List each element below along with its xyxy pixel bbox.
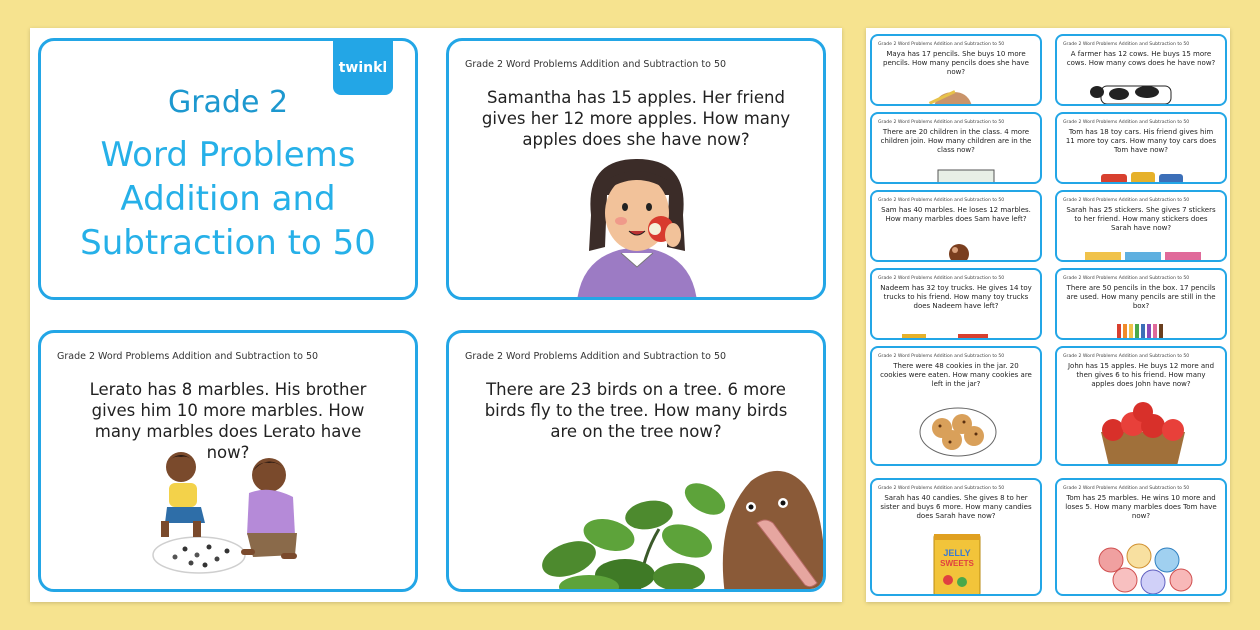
- preview-card: [870, 478, 1042, 596]
- preview-card: [870, 268, 1042, 340]
- card-header: Grade 2 Word Problems Addition and Subtraction to 50: [57, 351, 319, 362]
- preview-card: [1055, 190, 1227, 262]
- marble-icon: [944, 240, 974, 262]
- preview-card: [1055, 268, 1227, 340]
- cookies-plate-icon: [918, 402, 998, 458]
- card-header: Grade 2 Word Problems Addition and Subtraction to 50: [1063, 120, 1190, 125]
- word-problem-card: [446, 330, 826, 592]
- title-line: Subtraction to 50: [80, 223, 376, 263]
- card-header: Grade 2 Word Problems Addition and Subtraction to 50: [878, 354, 1005, 359]
- card-header: Grade 2 Word Problems Addition and Subtraction to 50: [878, 198, 1005, 203]
- colored-pencils-icon: [1113, 324, 1173, 340]
- jelly-sweets-icon: [932, 534, 982, 596]
- classroom-icon: [936, 168, 996, 184]
- card-header: Grade 2 Word Problems Addition and Subtraction to 50: [878, 42, 1005, 47]
- problem-text: There are 20 children in the class. 4 more children join. How many children are in the class now?: [880, 128, 1032, 154]
- children-playing-marbles-icon: [145, 445, 325, 585]
- problem-text: Maya has 17 pencils. She buys 10 more pencils. How many pencils does she have now?: [883, 50, 1029, 76]
- card-header: Grade 2 Word Problems Addition and Subtraction to 50: [1063, 198, 1190, 203]
- problem-text: Sarah has 25 stickers. She gives 7 stickers to her friend. How many stickers does Sarah have now?: [1066, 206, 1216, 232]
- stickers-icon: [1085, 250, 1201, 262]
- title-line: Word Problems: [100, 135, 356, 175]
- apple-basket-icon: [1095, 402, 1191, 466]
- marbles-icon: [1095, 536, 1195, 596]
- preview-card: [1055, 34, 1227, 106]
- card-header: Grade 2 Word Problems Addition and Subtraction to 50: [465, 351, 727, 362]
- toy-car-icon: [1097, 168, 1187, 184]
- problem-text: John has 15 apples. He buys 12 more and then gives 6 to his friend. How many apples does John have now?: [1067, 362, 1215, 388]
- preview-card: [870, 34, 1042, 106]
- preview-card: [870, 112, 1042, 184]
- problem-text: Lerato has 8 marbles. His brother gives him 10 more marbles. How many marbles does Lerato have now?: [89, 380, 367, 462]
- card-header: Grade 2 Word Problems Addition and Subtraction to 50: [1063, 486, 1190, 491]
- problem-text: Samantha has 15 apples. Her friend gives her 12 more apples. How many apples does she have now?: [481, 88, 791, 149]
- toy-truck-icon: [902, 332, 1012, 340]
- card-header: Grade 2 Word Problems Addition and Subtraction to 50: [1063, 354, 1190, 359]
- girl-eating-apple-icon: [567, 155, 707, 300]
- grade-heading: Grade 2: [167, 85, 289, 120]
- problem-text: Sarah has 40 candies. She gives 8 to her sister and buys 6 more. How many candies does Sarah have now?: [880, 494, 1032, 520]
- card-header: Grade 2 Word Problems Addition and Subtraction to 50: [878, 486, 1005, 491]
- title-card: [38, 38, 418, 300]
- problem-text: Tom has 25 marbles. He wins 10 more and loses 5. How many marbles does Tom have now?: [1065, 494, 1217, 520]
- problem-text: Nadeem has 32 toy trucks. He gives 14 toy trucks to his friend. How many toy trucks does Nadeem have left?: [880, 284, 1032, 310]
- sweets-label: SWEETS: [940, 559, 974, 568]
- preview-card: [1055, 346, 1227, 466]
- problem-text: There are 50 pencils in the box. 17 pencils are used. How many pencils are still in the box?: [1066, 284, 1216, 310]
- twinkl-logo: twinkl: [333, 41, 393, 95]
- pencil-hand-icon: [928, 86, 978, 106]
- problem-text: There are 23 birds on a tree. 6 more birds fly to the tree. How many birds are on the tree now?: [484, 380, 788, 441]
- word-problem-card: [38, 330, 418, 592]
- card-header: Grade 2 Word Problems Addition and Subtraction to 50: [1063, 276, 1190, 281]
- cow-icon: [1089, 82, 1189, 106]
- problem-text: There were 48 cookies in the jar. 20 cookies were eaten. How many cookies are left in the jar?: [880, 362, 1032, 388]
- preview-card: [870, 190, 1042, 262]
- problem-text: Sam has 40 marbles. He loses 12 marbles. How many marbles does Sam have left?: [881, 206, 1031, 223]
- card-header: Grade 2 Word Problems Addition and Subtraction to 50: [878, 276, 1005, 281]
- card-header: Grade 2 Word Problems Addition and Subtraction to 50: [1063, 42, 1190, 47]
- card-header: Grade 2 Word Problems Addition and Subtraction to 50: [878, 120, 1005, 125]
- problem-text: Tom has 18 toy cars. His friend gives him 11 more toy cars. How many toy cars does Tom have now?: [1065, 128, 1217, 154]
- preview-card: [1055, 112, 1227, 184]
- preview-card: [870, 346, 1042, 466]
- word-problem-card: [446, 38, 826, 300]
- jelly-label: JELLY: [943, 548, 971, 558]
- kiwi-bird-icon: [529, 459, 826, 592]
- title-line: Addition and: [120, 179, 336, 219]
- problem-text: A farmer has 12 cows. He buys 15 more cows. How many cows does he have now?: [1066, 50, 1216, 67]
- card-header: Grade 2 Word Problems Addition and Subtraction to 50: [465, 59, 727, 70]
- preview-card: [1055, 478, 1227, 596]
- title-heading: [51, 133, 405, 265]
